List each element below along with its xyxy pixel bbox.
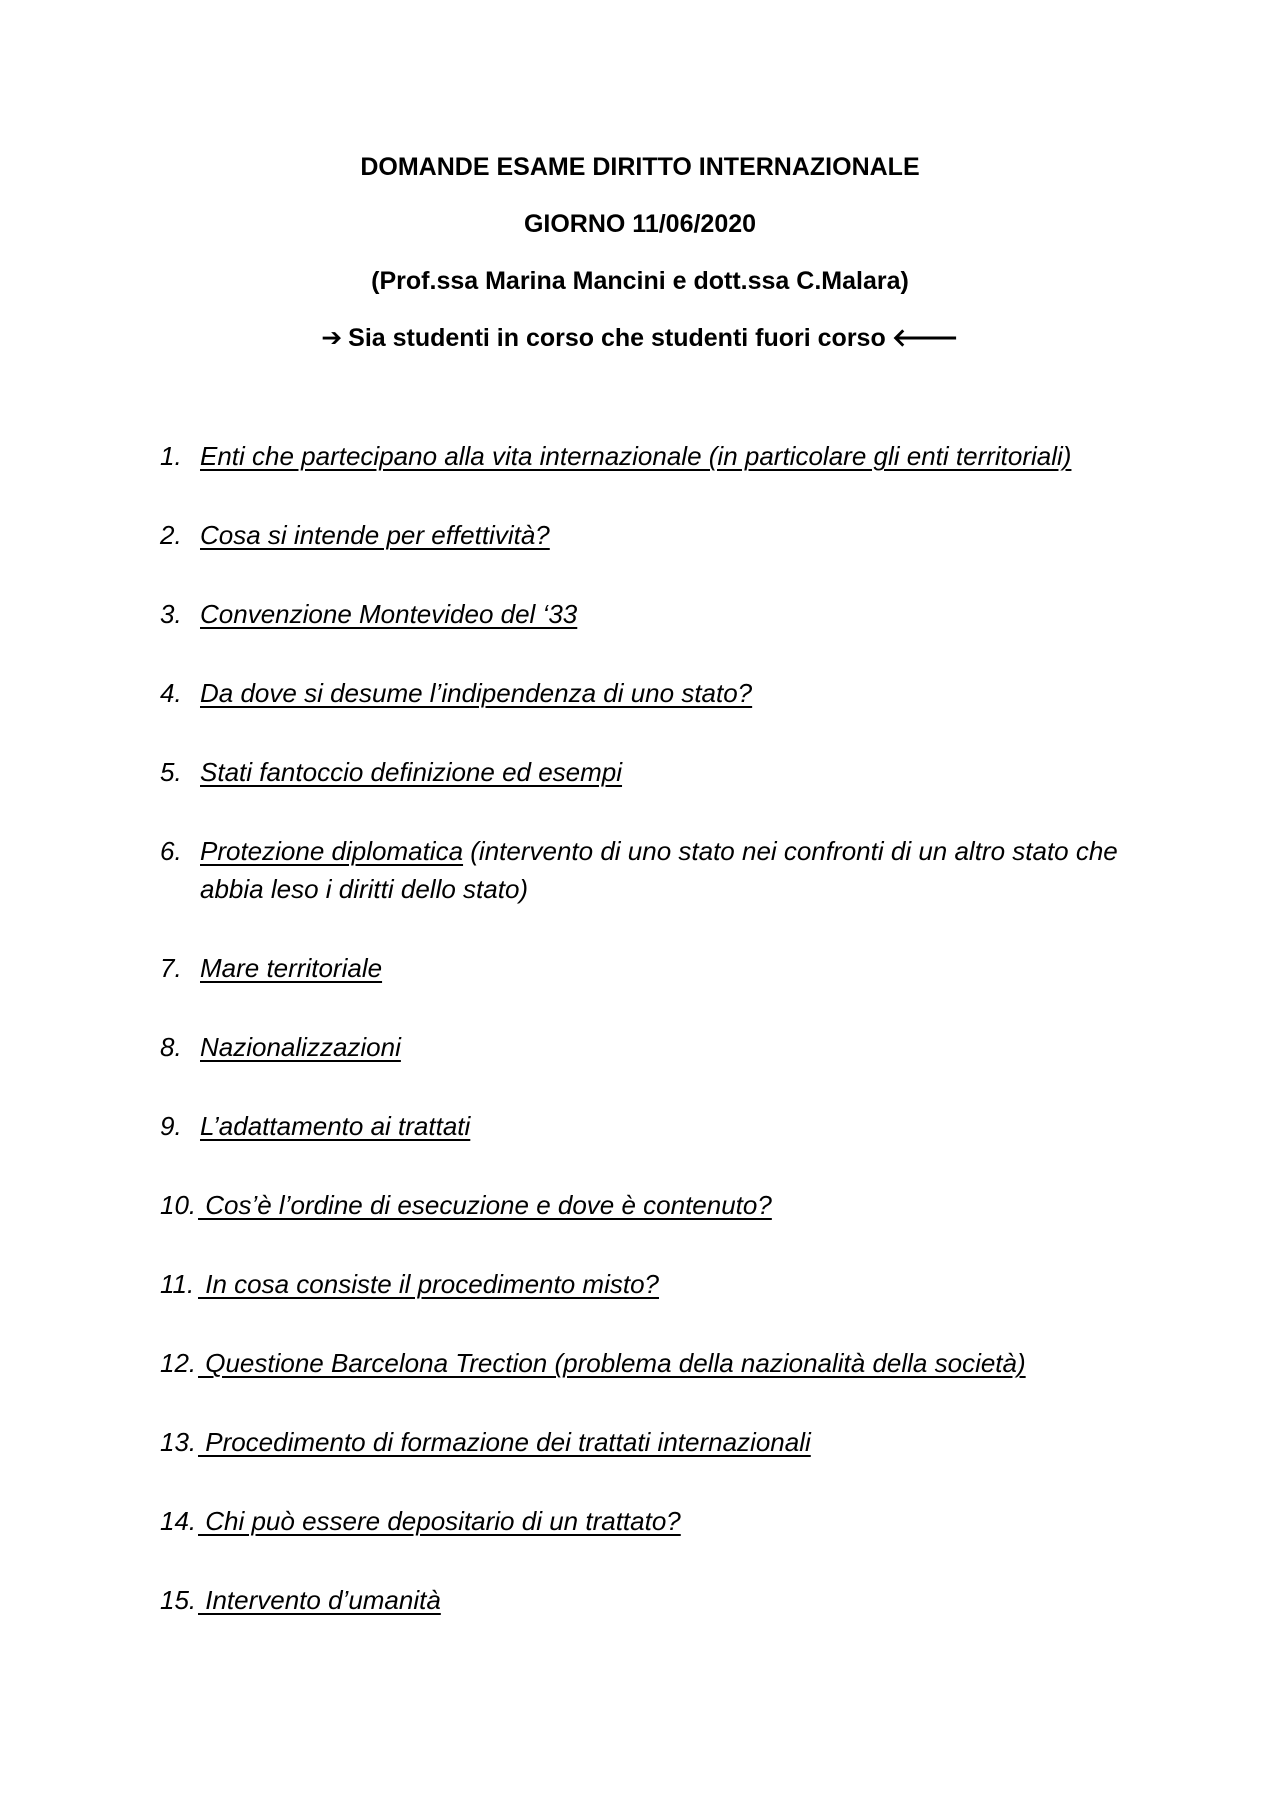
question-number: 10. [160, 1190, 197, 1220]
question-text: In cosa consiste il procedimento misto? [198, 1269, 659, 1299]
question-text: Da dove si desume l’indipendenza di uno stato? [200, 678, 753, 708]
list-item [160, 674, 1160, 712]
list-item [160, 595, 1160, 633]
question-number: 6. [160, 836, 182, 866]
question-number: 8. [160, 1032, 182, 1062]
list-item [160, 1107, 1160, 1145]
question-number: 1. [160, 441, 182, 471]
professors-line: (Prof.ssa Marina Mancini e dott.ssa C.Malara) [371, 267, 909, 295]
list-item [160, 949, 1160, 987]
question-number: 15. [160, 1585, 197, 1615]
question-text: Intervento d’umanità [198, 1585, 441, 1615]
question-text: Cosa si intende per effettività? [200, 520, 550, 550]
question-text: Nazionalizzazioni [200, 1032, 401, 1062]
question-text: Enti che partecipano alla vita internazionale (in particolare gli enti territoriali) [200, 441, 1072, 471]
question-text: Cos’è l’ordine di esecuzione e dove è contenuto? [198, 1190, 772, 1220]
question-number: 7. [160, 953, 182, 983]
list-item [160, 1502, 1160, 1540]
document-title: DOMANDE ESAME DIRITTO INTERNAZIONALE [360, 153, 920, 181]
list-item [160, 1186, 1160, 1224]
question-text: Procedimento di formazione dei trattati internazionali [198, 1427, 811, 1457]
list-item [160, 516, 1160, 554]
question-text: Chi può essere depositario di un trattato? [198, 1506, 681, 1536]
list-item [160, 437, 1160, 475]
question-number: 14. [160, 1506, 197, 1536]
audience-text: Sia studenti in corso che studenti fuori corso [348, 324, 886, 352]
arrow-right-icon: ➔ [321, 324, 343, 352]
question-number: 12. [160, 1348, 197, 1378]
list-item [160, 753, 1160, 791]
question-text: Protezione diplomatica [200, 836, 464, 866]
question-number: 2. [160, 520, 182, 550]
question-number: 4. [160, 678, 182, 708]
list-item [160, 1423, 1160, 1461]
question-text: Stati fantoccio definizione ed esempi [200, 757, 623, 787]
question-text: Convenzione Montevideo del ‘33 [200, 599, 578, 629]
document-header [0, 152, 1280, 380]
question-number: 3. [160, 599, 182, 629]
arrow-left-icon: 🡐 [891, 324, 959, 352]
question-text: L’adattamento ai trattati [200, 1111, 471, 1141]
question-number: 11. [160, 1269, 195, 1299]
list-item [160, 1344, 1160, 1382]
question-text: Questione Barcelona Trection (problema della nazionalità della società) [198, 1348, 1026, 1378]
question-text: Mare territoriale [200, 953, 383, 983]
list-item [160, 1265, 1160, 1303]
list-item [160, 1028, 1160, 1066]
list-item [160, 1581, 1160, 1619]
question-number: 5. [160, 757, 182, 787]
question-text-block [200, 832, 1160, 908]
exam-date: GIORNO 11/06/2020 [523, 210, 757, 238]
question-note: (intervento di uno stato nei confronti di un altro stato che abbia leso i diritti dello stato) [200, 836, 1118, 904]
question-number: 13. [160, 1427, 197, 1457]
question-number: 9. [160, 1111, 182, 1141]
questions-list [160, 437, 1160, 1660]
list-item [160, 832, 1160, 908]
audience-line [0, 323, 1280, 353]
